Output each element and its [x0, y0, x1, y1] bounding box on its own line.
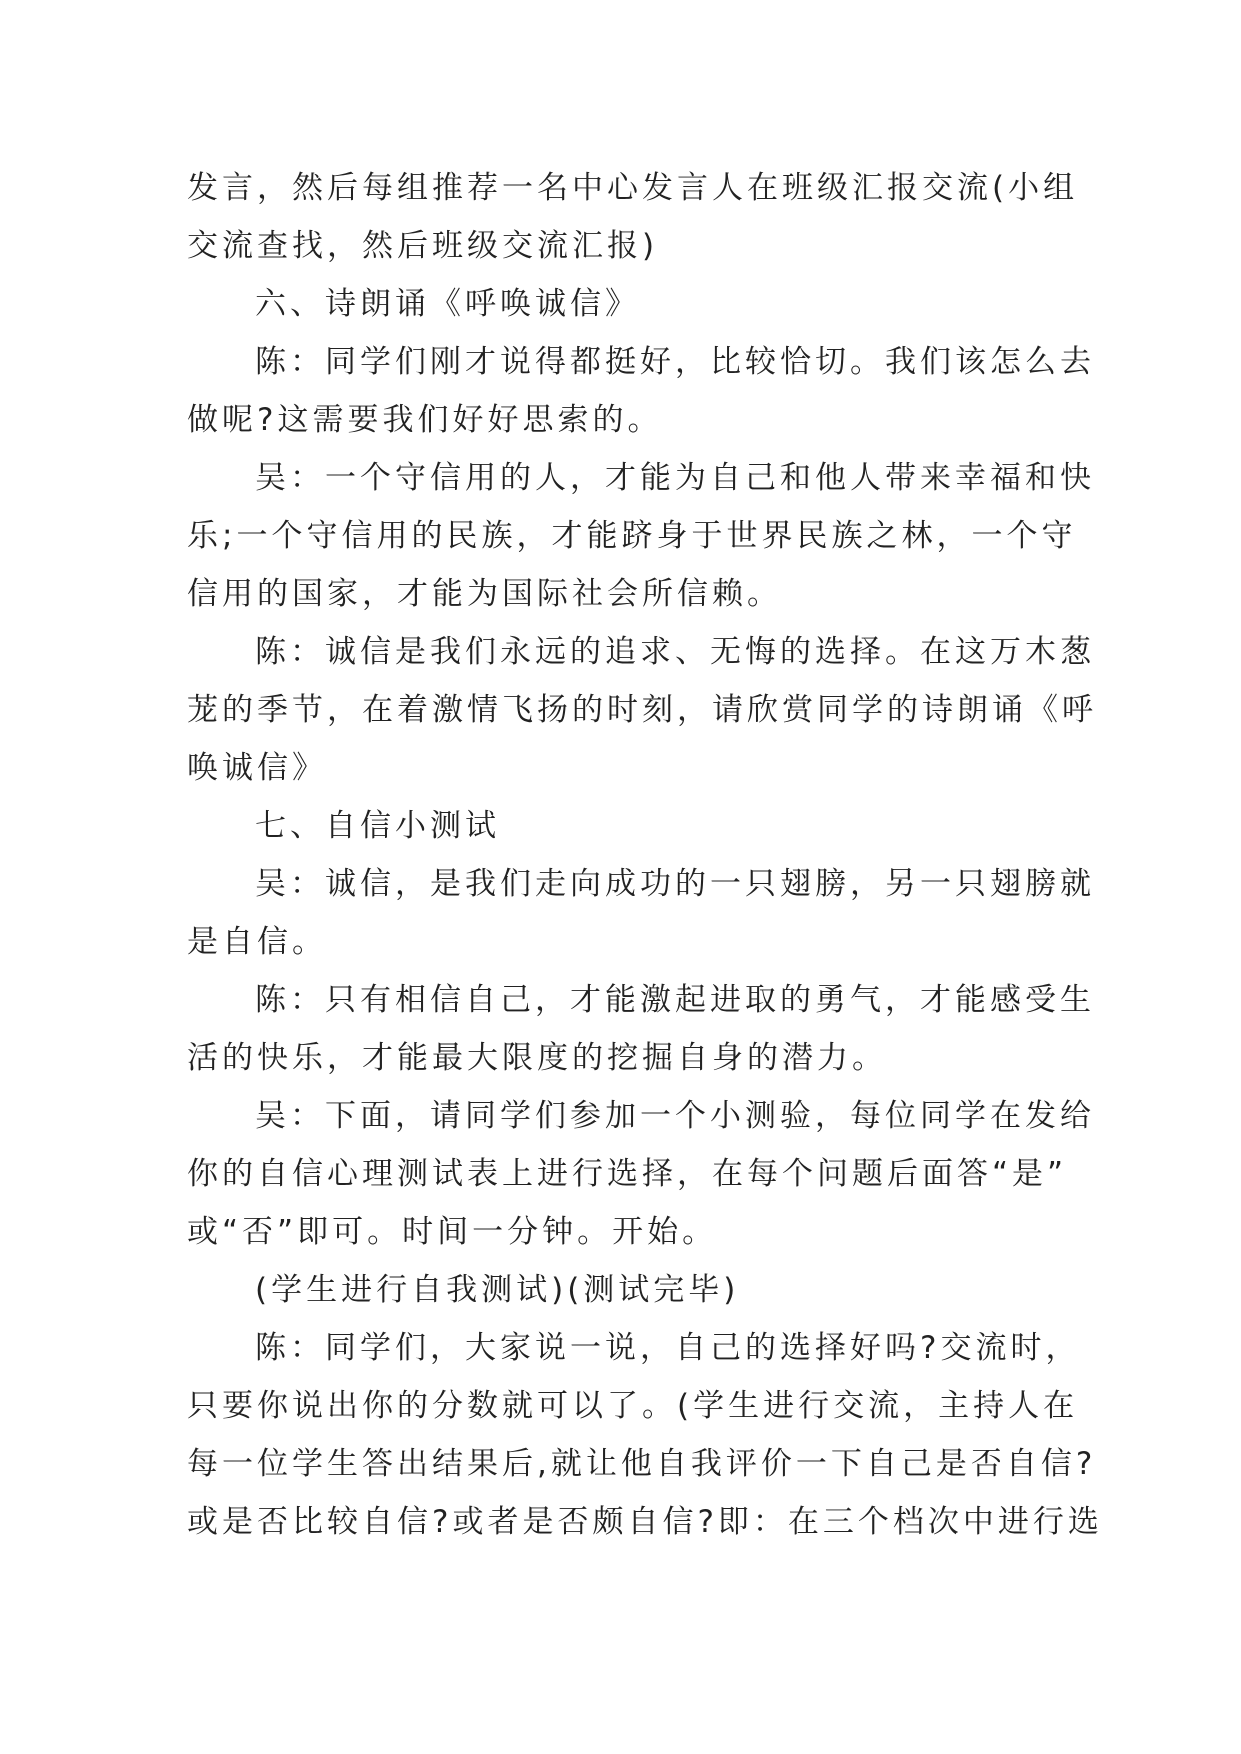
text-line: 陈：同学们，大家说一说，自己的选择好吗?交流时， [255, 1330, 1081, 1366]
text-line: 陈：同学们刚才说得都挺好，比较恰切。我们该怎么去 [255, 344, 1095, 380]
text-line: 只要你说出你的分数就可以了。(学生进行交流，主持人在 [187, 1388, 1079, 1424]
section-heading: 七、自信小测试 [255, 808, 500, 844]
text-line: 唤诚信》 [187, 750, 327, 786]
text-line: 或“否”即可。时间一分钟。开始。 [187, 1214, 718, 1250]
text-line: 你的自信心理测试表上进行选择，在每个问题后面答“是” [187, 1156, 1068, 1192]
text-line: 茏的季节，在着激情飞扬的时刻，请欣赏同学的诗朗诵《呼 [187, 692, 1097, 728]
text-line: 做呢?这需要我们好好思索的。 [187, 402, 663, 438]
text-line: 交流查找，然后班级交流汇报) [187, 228, 659, 264]
text-line: 陈：只有相信自己，才能激起进取的勇气，才能感受生 [255, 982, 1095, 1018]
text-line: 发言，然后每组推荐一名中心发言人在班级汇报交流(小组 [187, 170, 1079, 206]
text-line: 吴：一个守信用的人，才能为自己和他人带来幸福和快 [255, 460, 1095, 496]
text-line: 或是否比较自信?或者是否颇自信?即：在三个档次中进行选 [187, 1504, 1103, 1540]
text-line: 吴：下面，请同学们参加一个小测验，每位同学在发给 [255, 1098, 1095, 1134]
text-line: 活的快乐，才能最大限度的挖掘自身的潜力。 [187, 1040, 887, 1076]
section-heading: 六、诗朗诵《呼唤诚信》 [255, 286, 640, 322]
text-line: 信用的国家，才能为国际社会所信赖。 [187, 576, 782, 612]
document-page [187, 159, 1103, 1551]
text-line: 陈：诚信是我们永远的追求、无悔的选择。在这万木葱 [255, 634, 1095, 670]
text-line: 是自信。 [187, 924, 327, 960]
text-line: (学生进行自我测试)(测试完毕) [255, 1272, 740, 1308]
text-line: 每一位学生答出结果后,就让他自我评价一下自己是否自信? [187, 1446, 1097, 1482]
text-line: 乐;一个守信用的民族，才能跻身于世界民族之林，一个守 [187, 518, 1077, 554]
text-line: 吴：诚信，是我们走向成功的一只翅膀，另一只翅膀就 [255, 866, 1095, 902]
